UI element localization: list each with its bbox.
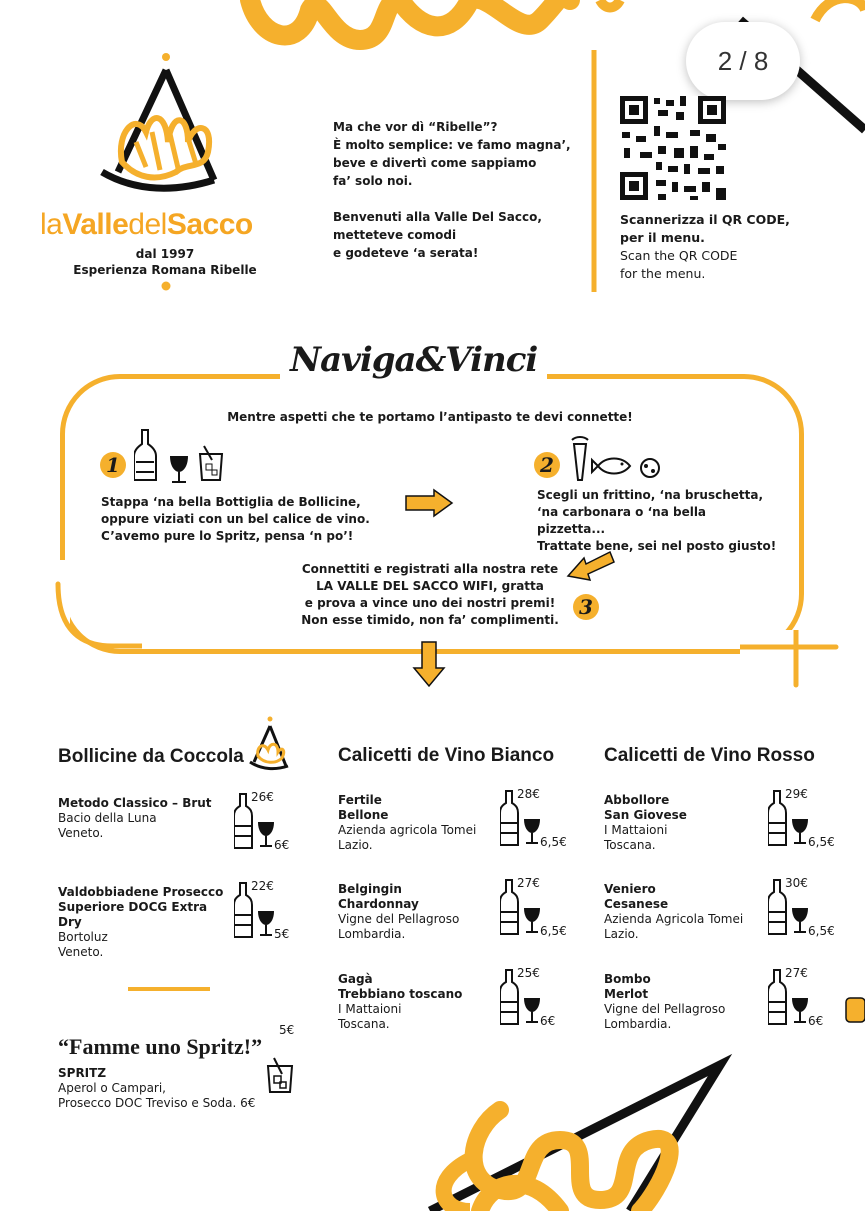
wine-name: Fertile — [338, 793, 382, 807]
bottle-price: 28€ — [517, 787, 540, 801]
wine-producer: I Mattaioni — [338, 1002, 402, 1016]
qr-en-line: for the menu. — [620, 266, 706, 281]
naviga-subtitle: Mentre aspetti che te portamo l’antipasto te devi connette! — [227, 410, 633, 424]
wine-producer: Bacio della Luna — [58, 811, 157, 825]
step-line: C’avemo pure lo Spritz, pensa ‘n po’! — [101, 529, 354, 543]
wine-name: Merlot — [604, 987, 649, 1001]
bottle-price: 29€ — [785, 787, 808, 801]
bottle-price: 30€ — [785, 876, 808, 890]
wine-producer: Vigne del Pellagroso — [338, 912, 460, 926]
wine-region: Toscana. — [338, 1017, 390, 1031]
qr-it-line: Scannerizza il QR CODE, — [620, 212, 790, 227]
spritz-desc: Prosecco DOC Treviso e Soda. 6€ — [58, 1096, 256, 1110]
wine-producer: Azienda Agricola Tomei — [604, 912, 744, 926]
glass-price: 6,5€ — [540, 835, 567, 849]
wine-region: Lombardia. — [604, 1017, 672, 1031]
glass-price: 6,5€ — [540, 924, 567, 938]
qr-code-icon[interactable] — [620, 96, 726, 200]
step-line: ‘na carbonara o ‘na bella pizzetta... — [537, 505, 707, 536]
intro-line: beve e divertì come sappiamo — [333, 156, 537, 170]
spritz-name: SPRITZ — [58, 1066, 107, 1080]
section-title-bollicine: Bollicine da Coccola — [58, 746, 244, 767]
glass-price: 6,5€ — [808, 924, 835, 938]
qr-caption — [620, 211, 800, 283]
intro-line: Ma che vor dì “Ribelle”? — [333, 120, 498, 134]
step-line: Trattate bene, sei nel posto giusto! — [537, 539, 777, 553]
wine-name: Belgingin — [338, 882, 402, 896]
arrow-right-icon — [404, 488, 456, 518]
dot-icon — [160, 280, 172, 292]
step-line: oppure viziati con un bel calice de vino. — [101, 512, 370, 526]
intro-line: Benvenuti alla Valle Del Sacco, — [333, 210, 542, 224]
fritto-fish-pizza-icon — [566, 436, 670, 484]
logo-icon — [96, 52, 226, 202]
frame-corner — [52, 580, 142, 654]
step-1-number: 1 — [100, 452, 126, 478]
intro-line: È molto semplice: ve famo magna’, — [333, 138, 571, 152]
arrow-down-left-icon — [566, 550, 616, 584]
wine-item — [604, 793, 774, 853]
glass-price: 6€ — [540, 1014, 556, 1028]
glass-price: 6€ — [274, 838, 290, 852]
brand-since: dal 1997 — [135, 247, 195, 261]
step-1-text — [101, 494, 381, 545]
brand-slogan: Esperienza Romana Ribelle — [73, 263, 257, 277]
wine-name: Cesanese — [604, 897, 669, 911]
wine-name: Trebbiano toscano — [338, 987, 463, 1001]
page-indicator: 2 / 8 — [686, 22, 800, 100]
spritz-title: “Famme uno Spritz!” — [58, 1034, 263, 1059]
step-3-text — [300, 561, 560, 629]
wine-name: Bombo — [604, 972, 651, 986]
brand-name: laValledelSacco — [40, 208, 253, 241]
step-line: Connettiti e registrati alla nostra rete — [301, 562, 559, 576]
bottle-price: 27€ — [785, 966, 808, 980]
step-2-text — [537, 487, 777, 555]
bottle-price: 25€ — [517, 966, 540, 980]
bottle-price: 27€ — [517, 876, 540, 890]
wine-region: Lombardia. — [338, 927, 406, 941]
step-line: LA VALLE DEL SACCO WIFI, gratta — [316, 579, 544, 593]
wine-name: San Giovese — [604, 808, 687, 822]
glass-price: 6€ — [808, 1014, 824, 1028]
qr-it-line: per il menu. — [620, 230, 705, 245]
wine-region: Lazio. — [338, 838, 373, 852]
wine-name: Veniero — [604, 882, 656, 896]
spritz-item — [58, 1066, 288, 1111]
step-line: Stappa ‘na bella Bottiglia de Bollicine, — [101, 495, 361, 509]
wine-name: Abbollore — [604, 793, 670, 807]
wine-item — [604, 972, 774, 1032]
intro-text — [333, 118, 583, 262]
spritz-desc: Aperol o Campari, — [58, 1081, 166, 1095]
frame-corner — [740, 630, 840, 690]
wine-region: Lazio. — [604, 927, 639, 941]
wine-name: Metodo Classico – Brut — [58, 796, 212, 810]
wine-name: Gagà — [338, 972, 373, 986]
wine-item — [338, 882, 508, 942]
step-line: Non esse timido, non fa’ complimenti. — [301, 613, 559, 627]
brand-tagline — [60, 246, 270, 278]
arrow-down-icon — [412, 640, 446, 688]
step-line: e prova a vince uno dei nostri premi! — [304, 596, 556, 610]
step-line: Scegli un frittino, ‘na bruschetta, — [537, 488, 764, 502]
spritz-price: 5€ — [279, 1023, 295, 1037]
wine-region: Veneto. — [58, 945, 104, 959]
bottle-glass-cocktail-icon — [134, 426, 230, 486]
wine-name: Valdobbiadene Prosecco — [58, 885, 224, 899]
logo-mini-icon — [248, 716, 290, 772]
wine-item — [58, 796, 228, 841]
section-title-rosso: Calicetti de Vino Rosso — [604, 745, 815, 766]
qr-en-line: Scan the QR CODE — [620, 248, 738, 263]
glass-price: 5€ — [274, 927, 290, 941]
wine-item — [338, 972, 508, 1032]
bottle-price: 26€ — [251, 790, 274, 804]
wine-producer: I Mattaioni — [604, 823, 668, 837]
wine-item — [604, 882, 774, 942]
step-2-number: 2 — [534, 452, 560, 478]
wine-item — [58, 885, 228, 960]
intro-line: e godeteve ‘a serata! — [333, 246, 479, 260]
wine-name: Superiore DOCG Extra Dry — [58, 900, 208, 929]
intro-line: fa’ solo noi. — [333, 174, 413, 188]
glass-price: 6,5€ — [808, 835, 835, 849]
intro-line: metteteve comodi — [333, 228, 457, 242]
bottle-price: 22€ — [251, 879, 274, 893]
wine-producer: Bortoluz — [58, 930, 108, 944]
naviga-title: Naviga&Vinci — [280, 340, 547, 380]
section-title-bianco: Calicetti de Vino Bianco — [338, 745, 555, 766]
wine-region: Veneto. — [58, 826, 104, 840]
wine-item — [338, 793, 508, 853]
wine-producer: Azienda agricola Tomei — [338, 823, 477, 837]
wine-producer: Vigne del Pellagroso — [604, 1002, 726, 1016]
wine-region: Toscana. — [604, 838, 656, 852]
wine-name: Bellone — [338, 808, 389, 822]
step-3-number: 3 — [573, 594, 599, 620]
wine-name: Chardonnay — [338, 897, 419, 911]
